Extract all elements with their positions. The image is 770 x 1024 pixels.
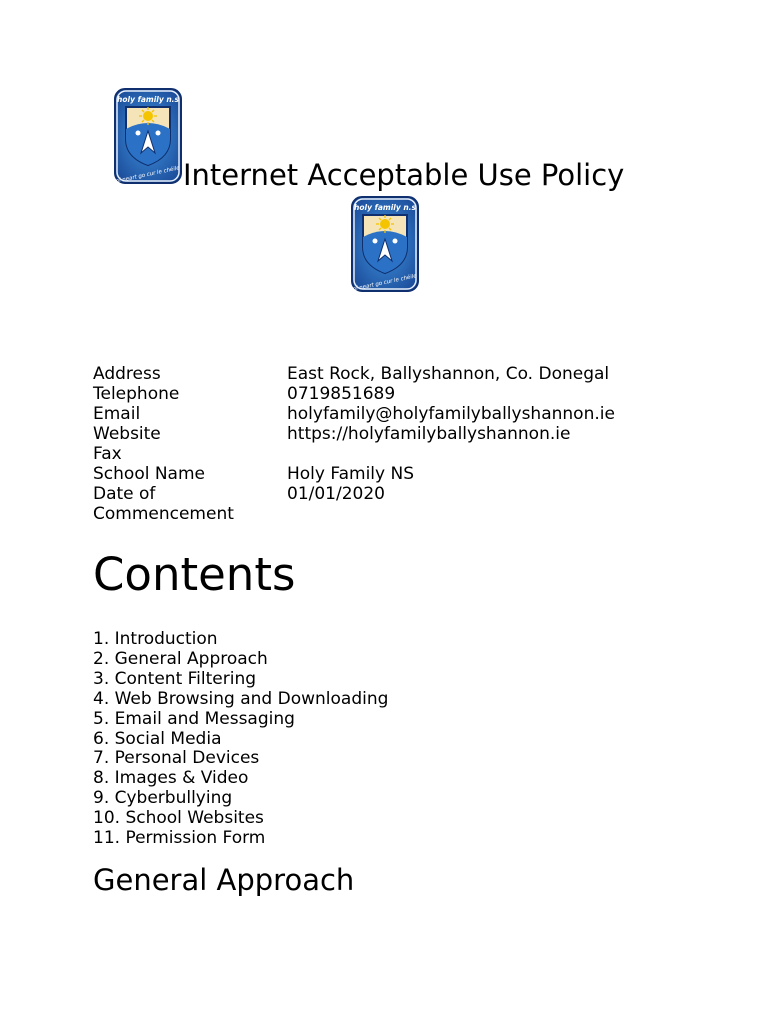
school-logo-center (350, 195, 420, 293)
info-row (93, 484, 615, 524)
info-value: East Rock, Ballyshannon, Co. Donegal (287, 364, 610, 384)
info-label: Date of Commencement (93, 484, 234, 524)
toc-item: 11. Permission Form (93, 828, 266, 849)
school-logo-top (113, 87, 183, 185)
info-row (93, 444, 615, 464)
logo-motto-text: ní neart go cur le chéile (115, 165, 181, 185)
info-row (93, 464, 615, 484)
info-value: 01/01/2020 (287, 484, 385, 504)
info-label: Telephone (93, 384, 180, 404)
toc-item: 10. School Websites (93, 808, 264, 829)
school-crest-icon (350, 195, 420, 293)
toc-item: 8. Images & Video (93, 768, 249, 789)
info-label: Website (93, 424, 161, 444)
school-info-table (93, 364, 615, 524)
section-heading: General Approach (93, 863, 355, 897)
toc-item: 7. Personal Devices (93, 748, 260, 769)
toc-item: 5. Email and Messaging (93, 708, 295, 729)
info-row (93, 424, 615, 444)
info-row (93, 384, 615, 404)
info-row (93, 404, 615, 424)
toc-item: 4. Web Browsing and Downloading (93, 688, 389, 709)
school-crest-icon (113, 87, 183, 185)
toc-item: 6. Social Media (93, 728, 222, 749)
info-value: Holy Family NS (287, 464, 414, 484)
toc-item: 1. Introduction (93, 629, 218, 649)
logo-motto-text: ní neart go cur le chéile (352, 273, 418, 293)
info-value: https://holyfamilyballyshannon.ie (287, 424, 571, 444)
info-row (93, 364, 615, 384)
toc-item: 9. Cyberbullying (93, 788, 233, 809)
info-label: Address (93, 364, 161, 384)
toc-item: 3. Content Filtering (93, 668, 257, 689)
info-value: 0719851689 (287, 384, 396, 404)
info-label: Fax (93, 444, 122, 464)
table-of-contents (93, 630, 388, 849)
document-title: Internet Acceptable Use Policy (183, 158, 625, 192)
info-label: School Name (93, 464, 205, 484)
toc-item: 2. General Approach (93, 648, 268, 669)
logo-name-text: holy family n.s (117, 95, 179, 104)
info-value: holyfamily@holyfamilyballyshannon.ie (287, 404, 615, 424)
contents-heading: Contents (93, 548, 296, 601)
logo-name-text: holy family n.s (354, 203, 416, 212)
info-label: Email (93, 404, 141, 424)
